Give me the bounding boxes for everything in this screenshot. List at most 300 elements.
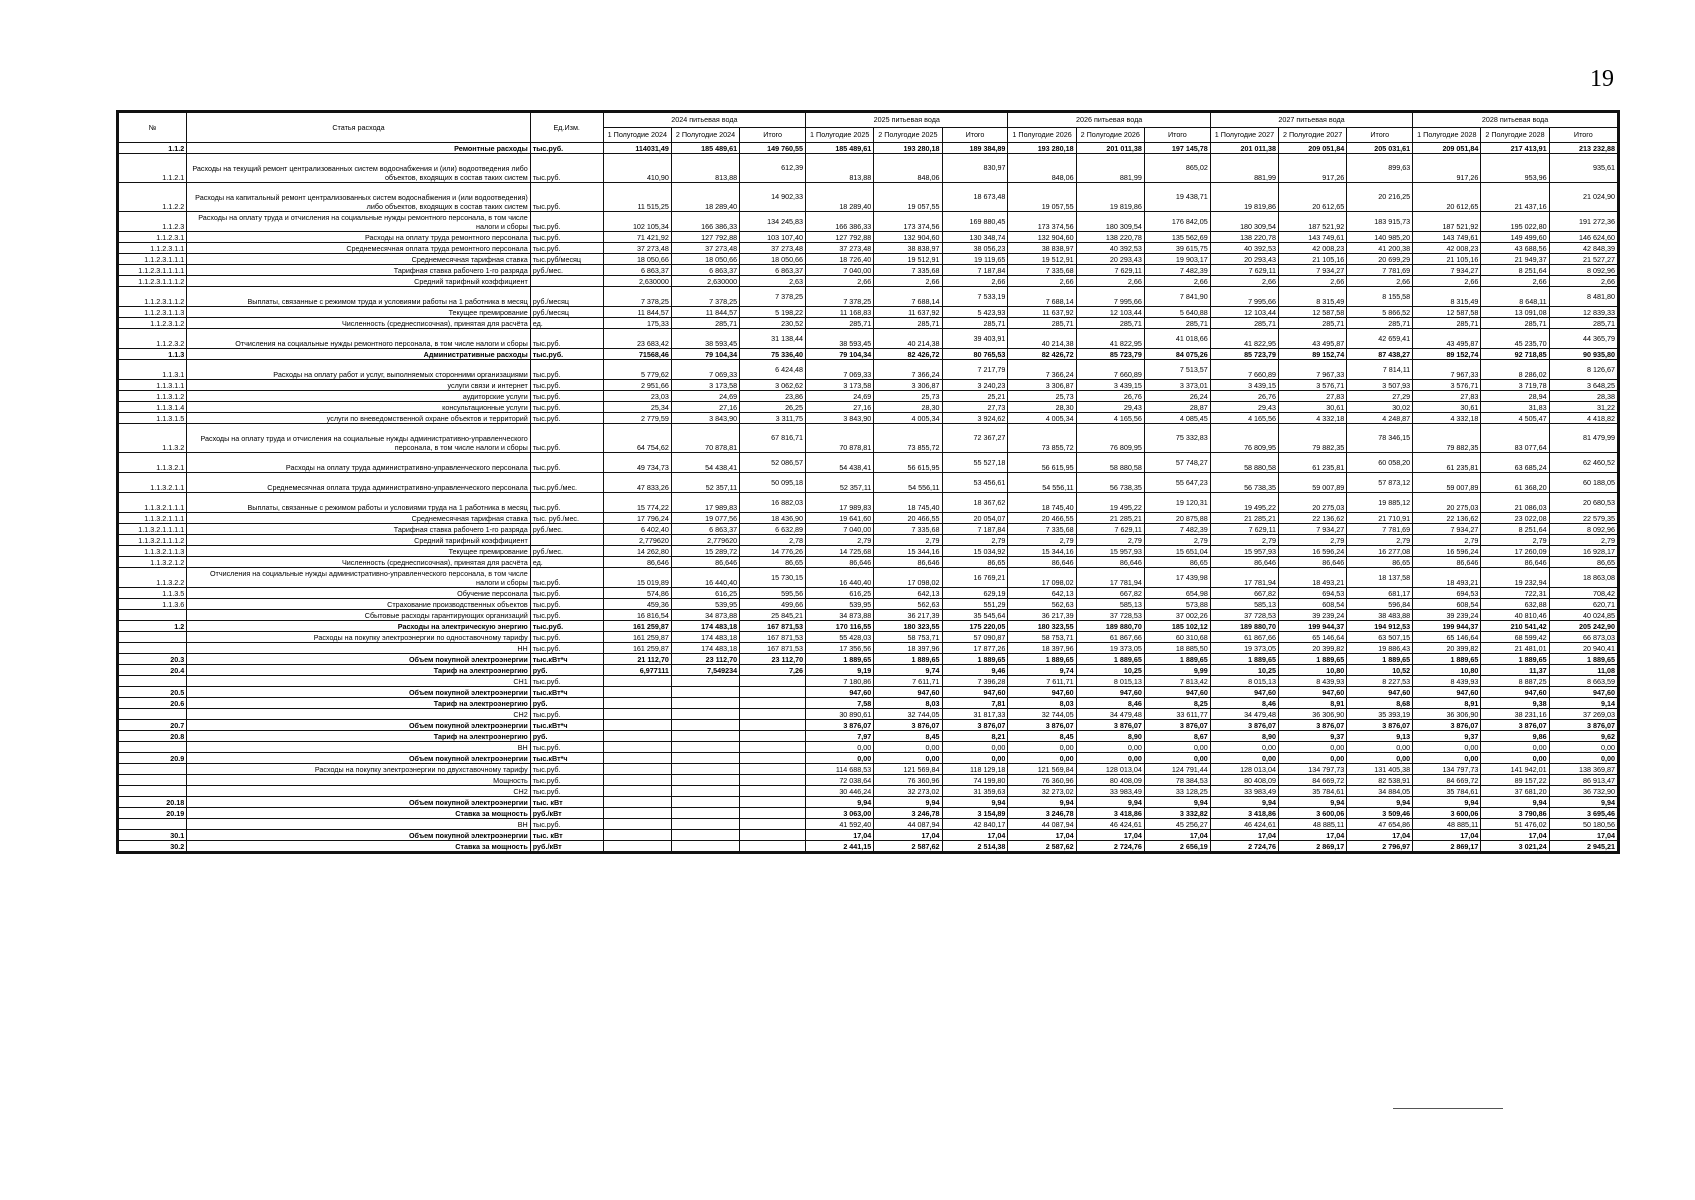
row-unit: тыс.руб. [530,493,603,513]
header-year-group: 2026 питьевая вода [1008,113,1210,128]
cell-value: 18 050,66 [671,254,739,265]
cell-total: 9,62 [1549,731,1617,742]
cell-value: 21 949,37 [1481,254,1549,265]
cell-value: 20 466,55 [874,513,942,524]
cell-total: 947,60 [1549,687,1617,698]
cell-total: 50 095,18 [740,473,806,493]
cell-value: 12 103,44 [1076,307,1144,318]
cell-value: 2,630000 [671,276,739,287]
cell-value: 20 275,03 [1279,493,1347,513]
row-expense-name: Расходы на покупку электроэнергии по одноставочному тарифу [187,632,531,643]
cell-value: 0,00 [1481,753,1549,764]
cell-value: 3 876,07 [1008,720,1076,731]
row-unit: тыс.руб. [530,243,603,254]
cell-value: 3 790,86 [1481,808,1549,819]
cell-value: 17 796,24 [603,513,671,524]
table-row [119,731,1618,742]
cell-total: 5 866,52 [1347,307,1413,318]
cell-value: 3 021,24 [1481,841,1549,852]
cell-value: 3 843,90 [806,413,874,424]
cell-value: 70 878,81 [671,424,739,453]
row-code: 20.7 [119,720,187,731]
cell-value: 166 386,33 [671,212,739,232]
cell-total: 38 056,23 [942,243,1008,254]
table-row [119,546,1618,557]
table-row [119,524,1618,535]
cell-value: 92 718,85 [1481,349,1549,360]
cell-value: 813,88 [671,154,739,183]
row-code: 1.1.2.3.1.1.1.2 [119,276,187,287]
row-expense-name: Административные расходы [187,349,531,360]
cell-value: 21 285,21 [1076,513,1144,524]
cell-total: 0,00 [1549,753,1617,764]
cell-value: 25,73 [874,391,942,402]
cell-total: 7 781,69 [1347,265,1413,276]
cell-value: 44 087,94 [1008,819,1076,830]
cell-value: 174 483,18 [671,643,739,654]
header-total: Итого [1347,128,1413,143]
cell-total: 285,71 [942,318,1008,329]
cell-value: 189 880,70 [1210,621,1278,632]
cell-value: 56 615,95 [1008,453,1076,473]
row-code: 1.1.2.3.1.2 [119,318,187,329]
cell-value: 15 774,22 [603,493,671,513]
header-number: № [119,113,187,143]
cell-value: 947,60 [1210,687,1278,698]
cell-total: 86 913,47 [1549,775,1617,786]
cell-total: 7 217,79 [942,360,1008,380]
table-row [119,402,1618,413]
cell-total [740,764,806,775]
cell-total: 38 483,88 [1347,610,1413,621]
cell-total: 3 154,89 [942,808,1008,819]
cell-value: 17,04 [1481,830,1549,841]
cell-value: 9,38 [1481,698,1549,709]
cell-total: 18 137,58 [1347,568,1413,588]
cell-value: 17 098,02 [874,568,942,588]
row-unit: тыс.руб. [530,610,603,621]
cell-total: 15 034,92 [942,546,1008,557]
cell-value: 17,04 [806,830,874,841]
table-row [119,493,1618,513]
row-expense-name: Ставка за мощность [187,841,531,852]
cell-value: 38 838,97 [874,243,942,254]
cell-value [671,786,739,797]
cell-value: 141 942,01 [1481,764,1549,775]
row-unit: тыс.руб. [530,819,603,830]
row-unit: тыс.руб. [530,742,603,753]
cell-value: 185 489,61 [671,143,739,154]
cell-value: 7 688,14 [1008,287,1076,307]
cell-total: 18 863,08 [1549,568,1617,588]
header-unit: Ед.Изм. [530,113,603,143]
cell-value: 10,80 [1413,665,1481,676]
cell-value: 56 615,95 [874,453,942,473]
cell-value: 8,91 [1413,698,1481,709]
cell-total: 8 155,58 [1347,287,1413,307]
cell-value: 2,66 [874,276,942,287]
table-row [119,720,1618,731]
cell-value: 1 889,65 [1481,654,1549,665]
header-half-year: 2 Полугодие 2026 [1076,128,1144,143]
cell-value: 21 086,03 [1481,493,1549,513]
row-code: 30.2 [119,841,187,852]
cell-value: 2,79 [1279,535,1347,546]
cell-total: 18 050,66 [740,254,806,265]
cell-value: 3 173,58 [671,380,739,391]
cell-total: 9,46 [942,665,1008,676]
header-half-year: 2 Полугодие 2025 [874,128,942,143]
cell-total: 78 384,53 [1144,775,1210,786]
row-code: 1.1.2.2 [119,183,187,212]
cell-value: 20 466,55 [1008,513,1076,524]
cell-total: 8 126,67 [1549,360,1617,380]
cell-value: 25,34 [603,402,671,413]
cell-total: 60 188,05 [1549,473,1617,493]
cell-value: 61 368,20 [1481,473,1549,493]
cell-value: 2,79 [1481,535,1549,546]
cell-total: 167 871,53 [740,632,806,643]
cell-total: 8,67 [1144,731,1210,742]
cell-total: 17 439,98 [1144,568,1210,588]
cell-value: 210 541,42 [1481,621,1549,632]
cell-value: 917,26 [1413,154,1481,183]
cell-total: 31 138,44 [740,329,806,349]
cell-total: 9,94 [942,797,1008,808]
cell-total: 130 348,74 [942,232,1008,243]
row-code [119,709,187,720]
row-expense-name: консультационные услуги [187,402,531,413]
row-expense-name: Расходы на капитальный ремонт централизованных систем водоснабжения и (или водоотведения) либо объектов, входящих в состав таких систем [187,183,531,212]
cell-total: 4 418,82 [1549,413,1617,424]
row-code: 1.1.3.1 [119,360,187,380]
cell-total: 8,21 [942,731,1008,742]
cell-value: 68 599,42 [1481,632,1549,643]
cell-value: 18 726,40 [806,254,874,265]
row-expense-name: Средний тарифный коэффициент [187,535,531,546]
cell-total: 3 876,07 [942,720,1008,731]
cell-total: 708,42 [1549,588,1617,599]
row-unit: тыс.кВт*ч [530,753,603,764]
cell-value: 459,36 [603,599,671,610]
cell-value: 34 873,88 [671,610,739,621]
cell-total: 149 760,55 [740,143,806,154]
cell-value: 61 235,81 [1413,453,1481,473]
cell-value: 3 063,00 [806,808,874,819]
row-expense-name: Выплаты, связанные с режимом работы и условиями труда на 1 работника в месяц [187,493,531,513]
cell-value: 585,13 [1076,599,1144,610]
cell-value: 3 576,71 [1279,380,1347,391]
cell-value: 15 957,93 [1210,546,1278,557]
cell-total: 16 277,08 [1347,546,1413,557]
header-year-group: 2027 питьевая вода [1210,113,1412,128]
cell-value: 79 104,34 [671,349,739,360]
cell-total: 3 311,75 [740,413,806,424]
table-row [119,143,1618,154]
row-expense-name: аудиторские услуги [187,391,531,402]
header-total: Итого [942,128,1008,143]
table-row [119,535,1618,546]
row-unit: тыс.руб. [530,643,603,654]
cell-value: 44 087,94 [874,819,942,830]
cell-value [603,786,671,797]
cell-value [671,797,739,808]
cell-total: 285,71 [1549,318,1617,329]
row-expense-name: Тариф на электроэнергию [187,731,531,742]
cell-value: 848,06 [1008,154,1076,183]
cell-value: 84 669,72 [1413,775,1481,786]
cell-total: 63 507,15 [1347,632,1413,643]
cell-value: 8 286,02 [1481,360,1549,380]
cell-total: 87 438,27 [1347,349,1413,360]
cell-value [671,808,739,819]
row-expense-name: Среднемесячная тарифная ставка [187,513,531,524]
cell-value: 539,95 [806,599,874,610]
cell-value: 39 239,24 [1413,610,1481,621]
cell-value: 10,25 [1210,665,1278,676]
row-code: 1.1.2.3.1.1.3 [119,307,187,318]
table-row [119,557,1618,568]
cell-value: 58 753,71 [1008,632,1076,643]
table-row [119,413,1618,424]
cell-total: 10,52 [1347,665,1413,676]
cell-value: 36 217,39 [1008,610,1076,621]
cell-total: 612,39 [740,154,806,183]
cell-value: 3 418,86 [1076,808,1144,819]
cell-total: 19 886,43 [1347,643,1413,654]
cell-total: 7 187,84 [942,265,1008,276]
cell-value: 947,60 [1076,687,1144,698]
row-unit: тыс.руб. [530,360,603,380]
cell-value: 2,66 [1076,276,1144,287]
cell-value: 2,79 [806,535,874,546]
cell-value: 2 779,59 [603,413,671,424]
cell-value [603,720,671,731]
cell-value: 7 934,27 [1413,524,1481,535]
cell-total: 15 730,15 [740,568,806,588]
row-unit: тыс.руб. [530,143,603,154]
table-row [119,775,1618,786]
cell-value: 23,03 [603,391,671,402]
cell-value: 12 587,58 [1279,307,1347,318]
cell-value: 27,83 [1413,391,1481,402]
cell-value: 79 104,34 [806,349,874,360]
row-code: 1.1.3.2.1.1.1 [119,493,187,513]
cell-total: 4 085,45 [1144,413,1210,424]
cell-value: 667,82 [1210,588,1278,599]
cell-value: 2,66 [806,276,874,287]
cell-total: 33 611,77 [1144,709,1210,720]
cell-value: 26,76 [1210,391,1278,402]
row-code: 1.2 [119,621,187,632]
cell-total: 4 248,87 [1347,413,1413,424]
cell-total: 86,65 [1549,557,1617,568]
cell-total: 551,29 [942,599,1008,610]
cell-total: 16 769,21 [942,568,1008,588]
cell-value: 21 437,16 [1481,183,1549,212]
row-expense-name: Объем покупной электроэнергии [187,753,531,764]
cell-value [603,819,671,830]
table-row [119,212,1618,232]
cell-value: 8 251,64 [1481,524,1549,535]
cell-total: 103 107,40 [740,232,806,243]
cell-value: 7 934,27 [1279,524,1347,535]
cell-total: 17,04 [942,830,1008,841]
cell-value: 32 273,02 [1008,786,1076,797]
cell-value: 14 262,80 [603,546,671,557]
cell-total: 66 873,03 [1549,632,1617,643]
row-code: 1.1.3.6 [119,599,187,610]
cell-total: 55 647,23 [1144,473,1210,493]
cell-value: 7 967,33 [1279,360,1347,380]
cell-total [740,819,806,830]
cell-total: 74 199,80 [942,775,1008,786]
cell-value: 27,83 [1279,391,1347,402]
cell-value: 54 438,41 [806,453,874,473]
cell-value: 41 822,95 [1210,329,1278,349]
table-row [119,391,1618,402]
cell-value [603,709,671,720]
cell-total: 28,38 [1549,391,1617,402]
table-row [119,265,1618,276]
cell-value: 29,43 [1076,402,1144,413]
cell-value: 38 231,16 [1481,709,1549,720]
cell-value: 0,00 [1076,742,1144,753]
cell-value: 0,00 [1210,753,1278,764]
cell-total: 86,65 [1347,557,1413,568]
cell-total: 18 885,50 [1144,643,1210,654]
table-body [119,143,1618,852]
cell-value: 8,91 [1279,698,1347,709]
table-row [119,632,1618,643]
cell-value: 8 887,25 [1481,676,1549,687]
cell-value: 5 779,62 [603,360,671,380]
cell-value: 7 335,68 [874,265,942,276]
table-row [119,424,1618,453]
cell-value: 4 165,56 [1076,413,1144,424]
cell-value: 9,94 [1413,797,1481,808]
cell-value: 16 440,40 [806,568,874,588]
cell-value: 33 983,49 [1076,786,1144,797]
cell-value: 7 688,14 [874,287,942,307]
cell-total: 3 509,46 [1347,808,1413,819]
cell-value: 694,53 [1279,588,1347,599]
cell-total: 17 877,26 [942,643,1008,654]
cell-total: 935,61 [1549,154,1617,183]
cell-total: 20 216,25 [1347,183,1413,212]
cell-value: 19 819,86 [1076,183,1144,212]
cell-value: 7 040,00 [806,265,874,276]
cell-value: 48 885,11 [1279,819,1347,830]
cell-value: 11 168,83 [806,307,874,318]
cell-value: 26,76 [1076,391,1144,402]
cell-value: 52 357,11 [806,473,874,493]
row-unit: тыс.руб. [530,676,603,687]
cell-value: 8,90 [1076,731,1144,742]
row-code: 1.1.3.2.2 [119,568,187,588]
cell-total: 654,98 [1144,588,1210,599]
cell-value: 3 246,78 [1008,808,1076,819]
row-code: 1.1.2.3.1.1 [119,243,187,254]
cell-value: 35 784,61 [1279,786,1347,797]
cell-value: 187 521,92 [1279,212,1347,232]
cell-total: 176 842,05 [1144,212,1210,232]
cell-total: 947,60 [1144,687,1210,698]
cell-total: 45 256,27 [1144,819,1210,830]
cell-total: 3 876,07 [1144,720,1210,731]
cell-value: 71568,46 [603,349,671,360]
cell-value: 7 378,25 [671,287,739,307]
cell-total: 140 985,20 [1347,232,1413,243]
cell-value: 8 251,64 [1481,265,1549,276]
cell-value: 722,31 [1481,588,1549,599]
cell-total: 41 200,38 [1347,243,1413,254]
cell-total: 175 220,05 [942,621,1008,632]
cell-total: 5 423,93 [942,307,1008,318]
cell-total: 185 102,12 [1144,621,1210,632]
row-expense-name: СН2 [187,709,531,720]
cell-value: 3 876,07 [1210,720,1278,731]
cell-value: 4 165,56 [1210,413,1278,424]
cell-value: 58 880,58 [1210,453,1278,473]
cell-value: 132 904,60 [1008,232,1076,243]
cell-value: 20 293,43 [1210,254,1278,265]
cell-value: 917,26 [1279,154,1347,183]
cell-value: 71 421,92 [603,232,671,243]
row-unit: тыс.руб. [530,424,603,453]
row-code: 1.1.3.1.5 [119,413,187,424]
cell-value: 18 493,21 [1413,568,1481,588]
cell-value: 3 246,78 [874,808,942,819]
row-unit: тыс.руб. [530,588,603,599]
cell-value: 642,13 [1008,588,1076,599]
cell-value: 180 323,55 [1008,621,1076,632]
cell-value [671,830,739,841]
cell-total: 23 112,70 [740,654,806,665]
cell-total: 8 481,80 [1549,287,1617,307]
cell-total: 57 090,87 [942,632,1008,643]
cell-total: 9,13 [1347,731,1413,742]
cell-total: 57 873,12 [1347,473,1413,493]
cell-value: 0,00 [1279,742,1347,753]
cell-total: 17,04 [1144,830,1210,841]
cell-total: 3 695,46 [1549,808,1617,819]
header-half-year: 2 Полугодие 2028 [1481,128,1549,143]
header-half-year: 2 Полугодие 2024 [671,128,739,143]
cell-total: 27,73 [942,402,1008,413]
cell-total: 27,29 [1347,391,1413,402]
cell-value: 37 681,20 [1481,786,1549,797]
cell-value: 9,86 [1481,731,1549,742]
cell-value: 17,04 [1008,830,1076,841]
cell-value: 947,60 [874,687,942,698]
cell-value: 15 344,16 [874,546,942,557]
cell-total [740,720,806,731]
table-row [119,588,1618,599]
cell-value: 2 869,17 [1413,841,1481,852]
cell-total: 138 369,87 [1549,764,1617,775]
cell-value: 6 863,37 [671,524,739,535]
row-expense-name: Отчисления на социальные нужды ремонтного персонала, в том числе налоги и сборы [187,329,531,349]
cell-value: 18 745,40 [1008,493,1076,513]
cell-value: 19 057,55 [874,183,942,212]
cell-value: 63 685,24 [1481,453,1549,473]
cell-value: 7 040,00 [806,524,874,535]
cell-value: 2 951,66 [603,380,671,391]
cell-total: 3 507,93 [1347,380,1413,391]
cell-total: 134 245,83 [740,212,806,232]
cell-total: 8 092,96 [1549,524,1617,535]
